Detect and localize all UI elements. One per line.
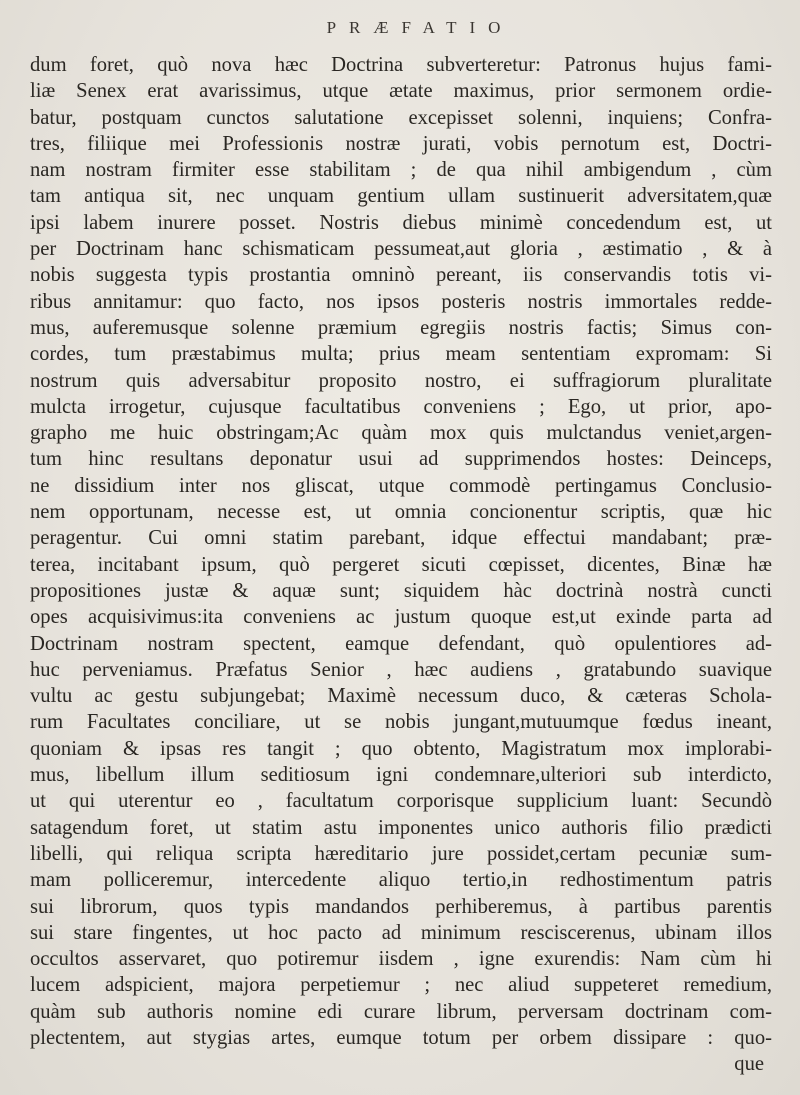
text-line: dum foret, quò nova hæc Doctrina subverteretur: Patronus hujus fami- — [30, 54, 772, 76]
text-line: quàm sub authoris nomine edi curare librum, perversam doctrinam com- — [30, 1000, 772, 1023]
text-line: opes acquisivimus:ita conveniens ac justum quoque est,ut exinde parta ad — [30, 606, 772, 629]
text-line: tum hinc resultans deponatur usui ad supprimendos hostes: Deinceps, — [30, 448, 772, 471]
text-line: grapho me huic obstringam;Ac quàm mox quis mulctandus veniet,argen- — [30, 422, 772, 445]
text-line: nam nostram firmiter esse stabilitam ; de qua nihil ambigendum , cùm — [30, 159, 772, 182]
text-line: mus, libellum illum seditiosum igni condemnare,ulteriori sub interdicto, — [30, 764, 772, 787]
text-line: ut qui uterentur eo , facultatum corporisque supplicium luant: Secundò — [30, 790, 772, 813]
text-line: nostrum quis adversabitur proposito nostro, ei suffragiorum pluralitate — [30, 369, 772, 392]
text-line: liæ Senex erat avarissimus, utque ætate maximus, prior sermonem ordie- — [30, 80, 772, 103]
text-line: plectentem, aut stygias artes, eumque totum per orbem dissipare : quo- — [30, 1026, 772, 1049]
text-line: nem opportunam, necesse est, ut omnia concionentur scriptis, quæ hic — [30, 501, 772, 524]
text-line: mulcta irrogetur, cujusque facultatibus conveniens ; Ego, ut prior, apo- — [30, 395, 772, 418]
text-line: peragentur. Cui omni statim parebant, idque effectui mandabant; præ- — [30, 527, 772, 550]
text-line: tam antiqua sit, nec unquam gentium ullam sustinuerit adversitatem,quæ — [30, 185, 772, 208]
text-line: mus, auferemusque solenne præmium egregiis nostris factis; Simus con- — [30, 316, 772, 339]
text-line: Doctrinam nostram spectent, eamque defendant, quò opulentiores ad- — [30, 632, 772, 655]
text-line: propositiones justæ & aquæ sunt; siquidem hàc doctrinà nostrà cuncti — [30, 579, 772, 602]
text-line: quoniam & ipsas res tangit ; quo obtento, Magistratum mox implorabi- — [30, 737, 772, 760]
text-line: occultos asservaret, quo potiremur iisdem , igne exurendis: Nam cùm hi — [30, 948, 772, 971]
text-line: batur, postquam cunctos salutatione excepisset solenni, inquiens; Confra- — [30, 106, 772, 129]
text-line: ne dissidium inter nos gliscat, utque commodè pertingamus Conclusio- — [30, 474, 772, 497]
text-line: satagendum foret, ut statim astu imponentes unico authoris filio prædicti — [30, 816, 772, 839]
text-line: sui stare fingentes, ut hoc pacto ad minimum resciscerenus, ubinam illos — [30, 921, 772, 944]
text-line: cordes, tum præstabimus multa; prius meam sententiam expromam: Si — [30, 343, 772, 366]
text-line: terea, incitabant ipsum, quò pergeret sicuti cœpisset, dicentes, Binæ hæ — [30, 553, 772, 576]
text-line: ipsi labem inurere posset. Nostris diebus minimè concedendum est, ut — [30, 211, 772, 234]
text-line: huc perveniamus. Præfatus Senior , hæc audiens , gratabundo suavique — [30, 658, 772, 681]
text-line: lucem adspicient, majora perpetiemur ; nec aliud suppeteret remedium, — [30, 974, 772, 997]
text-line: sui librorum, quos typis mandandos perhiberemus, à partibus parentis — [30, 895, 772, 918]
text-line: libelli, qui reliqua scripta hæreditario jure possidet,certam pecuniæ sum- — [30, 842, 772, 865]
text-line: per Doctrinam hanc schismaticam pessumeat,aut gloria , æstimatio , & à — [30, 238, 772, 261]
text-line: vultu ac gestu subjungebat; Maximè necessum duco, & cæteras Schola- — [30, 685, 772, 708]
text-line: mam polliceremur, intercedente aliquo tertio,in redhostimentum patris — [30, 869, 772, 892]
body-text — [30, 52, 772, 1078]
text-line: tres, filiique mei Professionis nostræ jurati, vobis pernotum est, Doctri- — [30, 132, 772, 155]
text-line: ribus annitamur: quo facto, nos ipsos posteris nostris immortales redde- — [30, 290, 772, 313]
text-line: nobis suggesta typis prostantia omninò pereant, iis conservandis totis vi- — [30, 264, 772, 287]
text-line: que — [734, 1053, 764, 1076]
running-head: PRÆFATIO — [326, 18, 514, 37]
text-line: rum Facultates conciliare, ut se nobis jungant,mutuumque fœdus ineant, — [30, 711, 772, 734]
